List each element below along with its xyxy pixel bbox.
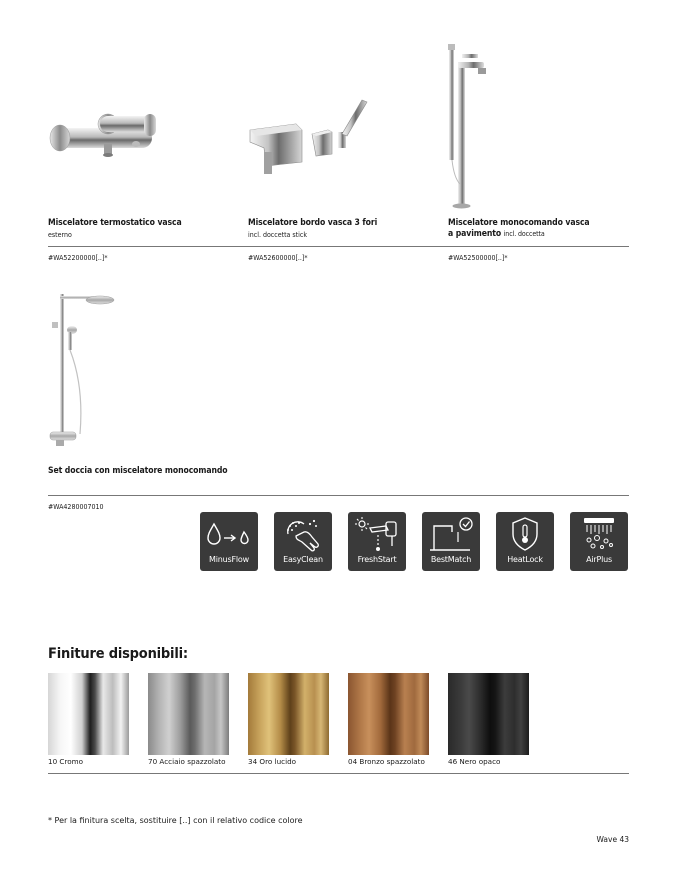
water-drop-arrow-icon: [200, 512, 258, 554]
product-title-part: a pavimento: [448, 229, 502, 239]
bestmatch-faucet-icon: [422, 512, 480, 554]
footnote: * Per la finitura scelta, sostituire [..] con il relativo codice colore: [48, 816, 303, 825]
feature-badge-freshstart: [348, 512, 406, 571]
feature-badge-airplus: [570, 512, 628, 571]
deck-mounted-bath-mixer-image: [246, 96, 370, 180]
finish-label: 04 Bronzo spazzolato: [348, 757, 425, 766]
product-code: #WA52600000[..]*: [248, 254, 308, 262]
divider: [48, 773, 629, 774]
product-title: Miscelatore termostatico vasca: [48, 218, 182, 228]
thermometer-shield-icon: [496, 512, 554, 554]
product-code: #WA4280007010: [48, 503, 104, 511]
feature-label: HeatLock: [507, 555, 543, 564]
feature-label: AirPlus: [586, 555, 612, 564]
product-subtitle: incl. doccetta: [503, 230, 545, 238]
feature-label: EasyClean: [283, 555, 323, 564]
feature-badge-easyclean: [274, 512, 332, 571]
finish-swatch-polished-gold: [248, 673, 329, 755]
feature-badge-bestmatch: [422, 512, 480, 571]
product-code: #WA52500000[..]*: [448, 254, 508, 262]
product-title: Set doccia con miscelatore monocomando: [48, 466, 228, 476]
finish-swatch-chrome: [48, 673, 129, 755]
finish-label: 34 Oro lucido: [248, 757, 297, 766]
finish-swatch-brushed-steel: [148, 673, 229, 755]
finish-label: 46 Nero opaco: [448, 757, 501, 766]
product-title: Miscelatore bordo vasca 3 fori: [248, 218, 378, 228]
page-footer: Wave 43: [596, 835, 629, 844]
freestanding-bath-mixer-image: [440, 44, 492, 210]
divider: [48, 495, 629, 496]
feature-label: BestMatch: [430, 555, 472, 564]
finish-swatch-brushed-bronze: [348, 673, 429, 755]
airplus-spray-icon: [570, 512, 628, 554]
feature-label: FreshStart: [357, 555, 397, 564]
product-subtitle: esterno: [48, 231, 72, 239]
feature-badge-minusflow: [200, 512, 258, 571]
easyclean-hand-icon: [274, 512, 332, 554]
freshstart-faucet-icon: [348, 512, 406, 554]
finish-swatch-matt-black: [448, 673, 529, 755]
product-code: #WA52200000[..]*: [48, 254, 108, 262]
thermostatic-bath-mixer-image: [46, 108, 161, 168]
finishes-title: Finiture disponibili:: [48, 646, 188, 662]
shower-set-image: [46, 286, 118, 450]
product-title-line2: [448, 229, 545, 240]
divider: [48, 246, 629, 247]
feature-badge-heatlock: [496, 512, 554, 571]
product-title: Miscelatore monocomando vasca: [448, 218, 590, 228]
product-subtitle: incl. doccetta stick: [248, 231, 308, 239]
feature-label: MinusFlow: [209, 555, 249, 564]
finish-label: 10 Cromo: [48, 757, 84, 766]
finish-label: 70 Acciaio spazzolato: [148, 757, 226, 766]
